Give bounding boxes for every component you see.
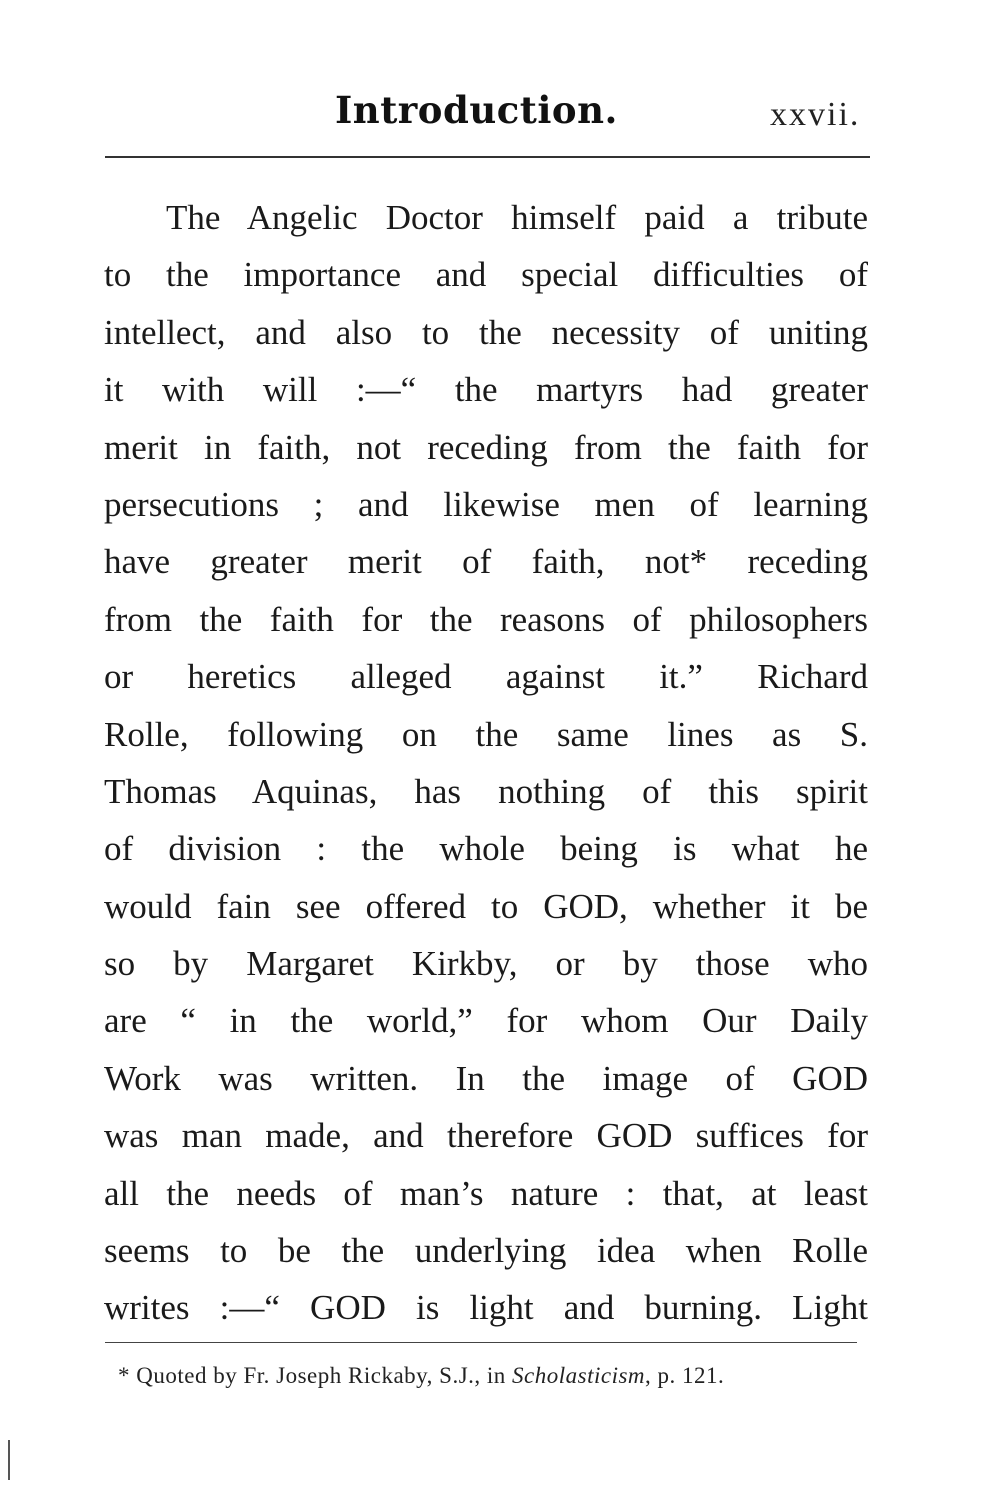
text-line: Thomas Aquinas, has nothing of this spirit [104, 771, 868, 811]
margin-mark [8, 1440, 10, 1480]
text-line: writes :—“ GOD is light and burning. Light [104, 1288, 868, 1328]
footnote-rule [105, 1342, 857, 1343]
text-line: would fain see offered to GOD, whether it be [104, 886, 868, 926]
text-line: all the needs of man’s nature : that, at least [104, 1173, 868, 1213]
text-line: The Angelic Doctor himself paid a tribute [166, 198, 868, 237]
text-line: it with will :—“ the martyrs had greater [104, 370, 868, 410]
text-line: are “ in the world,” for whom Our Daily [104, 1001, 868, 1041]
text-line: or heretics alleged against it.” Richard [104, 657, 868, 697]
text-line: persecutions ; and likewise men of learning [104, 484, 868, 524]
footnote [118, 1363, 724, 1389]
text-line: intellect, and also to the necessity of uniting [104, 312, 868, 352]
header-rule [105, 156, 870, 158]
text-line: from the faith for the reasons of philosophers [104, 599, 868, 639]
footnote-page: , p. 121. [645, 1363, 725, 1388]
footnote-text: Quoted by Fr. Joseph Rickaby, S.J., in [136, 1363, 506, 1388]
text-line: was man made, and therefore GOD suffices for [104, 1116, 868, 1156]
text-line: of division : the whole being is what he [104, 829, 868, 869]
footnote-marker: * [118, 1363, 130, 1388]
text-line: have greater merit of faith, not* receding [104, 542, 868, 582]
text-line: to the importance and special difficulties of [104, 255, 868, 295]
text-line: Rolle, following on the same lines as S. [104, 714, 868, 754]
footnote-title: Scholasticism [512, 1363, 646, 1388]
body-text [104, 189, 868, 1337]
text-line: so by Margaret Kirkby, or by those who [104, 944, 868, 984]
text-line: Work was written. In the image of GOD [104, 1058, 868, 1098]
running-title: Introduction. [335, 88, 618, 132]
page-number: xxvii. [770, 96, 861, 133]
text-line: seems to be the underlying idea when Rolle [104, 1231, 868, 1271]
text-line: merit in faith, not receding from the faith for [104, 427, 868, 467]
